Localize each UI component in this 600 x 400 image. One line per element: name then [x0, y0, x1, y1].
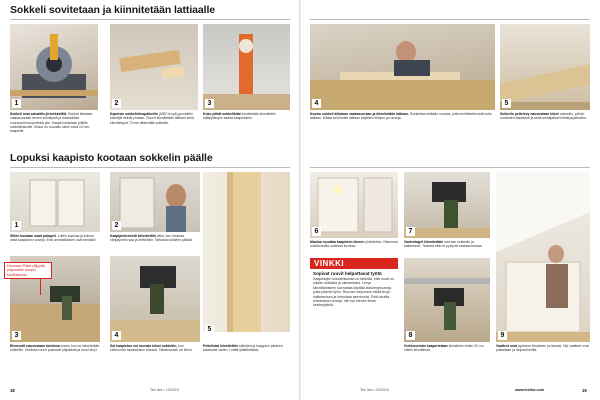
caption-title: Peitelistat kiinnitettiin [203, 344, 239, 348]
caption-row1-step5 [500, 112, 590, 146]
caption-row2-step1 [10, 234, 100, 252]
caption-row2-step3 [10, 344, 100, 374]
trim-strips-icon [203, 172, 290, 332]
page-number-right: 19 [582, 388, 587, 393]
mid-rule [10, 167, 290, 168]
tip-box [310, 258, 398, 374]
caption-title: Verkkoseinän kaapertetaan [404, 344, 448, 348]
mid-rule-right [310, 167, 590, 168]
step-number: 3 [205, 99, 214, 108]
caption-text: yhteiskivia. Vitsemme uusilla lasilla uudessa kuvissa. [310, 240, 398, 249]
step-number: 1 [12, 221, 21, 230]
top-rule-right [310, 19, 590, 20]
caption-text: (MDF-levyä) ginnidetin kävelijät seinät pintaan. Ruuvit kiinnitetään lattiaan sekä kiinnitettynä 70 mm liitännällä sokkeliin. [110, 112, 194, 125]
caption-title: Sokkeli osat sahattiin jiirisirkkelillä. [10, 112, 68, 116]
caption-text: kiinnitetään kiinnitettiin säätöjalkojen saada kaapistoihin. [203, 112, 276, 121]
mitre-saw-icon [10, 24, 98, 110]
rail-fixing-icon [404, 258, 490, 342]
photo-row2-step7 [404, 172, 490, 238]
caption-title: Kaapipiekemielti kiinnitettiin [110, 234, 156, 238]
photo-row2-step5 [203, 172, 290, 332]
site-url[interactable]: www.teeitse.com [515, 388, 545, 392]
headline-top: Sokkeli sovitetaan ja kiinnitetään lattiaalle [10, 4, 215, 16]
caption-row2-step5 [203, 344, 290, 374]
step5-number-holder [203, 324, 217, 336]
callout-note: Huomaa! Pitää väljyyttä yläpuolelle kaapin sovittaiseksi. [4, 262, 52, 279]
caption-title: Koko pitkät sokkelikiiat [203, 112, 241, 116]
footer-right: Tee Itse • 10/2010 [360, 388, 389, 392]
tip-title: Sopivat ruuvit helpottavat työtä [313, 271, 382, 276]
caption-text: suoraan sokkeliin ja kaiteeseen. Tarkista että ne pysyvät vaakasuorassa. [404, 240, 483, 249]
step-number: 3 [12, 331, 21, 340]
caption-title: Sol kaapiston voi ruuvata kiinni sokkeliin, [110, 344, 178, 348]
caption-row1-step4 [310, 112, 495, 146]
caption-title: Kootru sokkeli kiilataan vaakasuoraan ja kiinnitetään lattiaan. [310, 112, 409, 116]
photo-row2-step1 [10, 172, 100, 232]
step-number: 4 [112, 331, 121, 340]
tip-body: Kaapistojen kokoamisessa on tärkeää, että ruuvit on oikean mittaisia ja oikeanlaisia. Levyn kiinnittämiseen kannattaa käyttää lastulevyruuveja, jotka pitävät hyvin. Ruuvien esiporaus estää levyn halkeamisen ja helpottaa asennusta. Pidä varalla erikokoisia ruuveja, niin työ etenee ilman keskeytyksiä. [313, 277, 395, 308]
caption-text: Sokkeli kiilataan vaakasuoraan ennen kiinnitystä ja mahdollista vuorausrimma pelteksi ylle. Kaapit nostetaan pitkille sokkelikiskoille. Kiskot on ruuvattu kiinni sekä 10 mm kaapeille. [10, 112, 93, 134]
step-number: 2 [112, 221, 121, 230]
caption-row1-step3 [203, 112, 290, 146]
step-number: 1 [12, 99, 21, 108]
footer-left: Tee Itse • 10/2010 [150, 388, 179, 392]
photo-step5 [500, 24, 590, 110]
headline-bottom: Lopuksi kaapisto kootaan sokkelin päälle [10, 152, 213, 164]
caption-title: Vantentaget kiinnitetään [404, 240, 444, 244]
panel-install-icon [110, 172, 200, 232]
spread-gutter [299, 0, 301, 400]
photo-step4 [310, 24, 495, 110]
photo-step3 [203, 24, 290, 110]
screw-fixing-icon [203, 24, 290, 110]
photo-step1 [10, 24, 98, 110]
top-rule [10, 19, 290, 20]
caption-text: Ldelin sopivaa ja kulmia sekä kaapiston ruuveja. Ensi ammattilaisen osat tehdään. [10, 234, 97, 243]
callout-line [40, 279, 41, 295]
caption-row1-step1 [10, 112, 98, 146]
caption-title: Sokkelin peltelevy nauvustaan kiinni [500, 112, 559, 116]
caption-text: sokkeliin, joilloin nuoleiden tasaisesti ja sekä seinäpäiset kiinnityspaikoihin. [500, 112, 587, 121]
step-number: 5 [205, 325, 214, 334]
caption-text: kiinnitetiin viiden 20 cm välein kiinnittimet. [404, 344, 484, 353]
photo-row2-step2 [110, 172, 200, 232]
tip-label: VINKKI [310, 258, 398, 269]
floor-leveling-icon [310, 24, 495, 110]
lamp-cabinet-icon [310, 172, 398, 238]
finished-room-icon [496, 172, 590, 342]
step-number: 8 [406, 331, 415, 340]
plinth-fixed-icon [500, 24, 590, 110]
caption-title: Kapeiste sokkelielinspalkeliin [110, 112, 158, 116]
step-number: 7 [406, 227, 415, 236]
photo-row2-step9 [496, 172, 590, 342]
photo-row2-step6 [310, 172, 398, 238]
caption-text: ennen kun ne kiinnitetään sokkeliin. Veloissa ruuvit pustoivat yläpäästä ja muut levyt. [10, 344, 100, 353]
step-number: 4 [312, 99, 321, 108]
plinth-mounting-icon [110, 256, 200, 342]
photo-step2 [110, 24, 198, 110]
caption-text: säleiden ja kaappien pituinen tasaisesti varten. Liittää ylätelkelistat. [203, 344, 283, 353]
caption-title: Elementit nauvustaan toisiinsa [10, 344, 60, 348]
caption-text: kun elekuuvien tasoituksien edessä. Takasuoraan ne kiinni. [110, 344, 193, 353]
caption-row2-step6 [310, 240, 398, 252]
plinth-strip-icon [110, 24, 198, 110]
caption-text: välia, kun ruskeaa väripaperiin saa ja erittäinkin. Tarkasta sokkelin päästä. [110, 234, 193, 243]
step-number: 6 [312, 227, 321, 236]
cabinet-assembly-icon [10, 172, 100, 232]
caption-row2-step9 [496, 344, 590, 374]
caption-row2-step2 [110, 234, 200, 252]
step-number: 9 [498, 331, 507, 340]
caption-title: Vaatteet osat [496, 344, 517, 348]
step-number: 2 [112, 99, 121, 108]
caption-text: Sokkelista etsitään muotoa, jotka kehitteettöminä kulut lattiaan. Kiilata tai kiinnitä lattiaan käyttäen kiilojen ja ruuveja. [310, 112, 492, 121]
caption-row2-step7 [404, 240, 490, 252]
photo-row2-step4 [110, 256, 200, 342]
caption-title: Sitten kootaan saari palapeli. [10, 234, 57, 238]
page-number-left: 18 [10, 388, 15, 393]
step-number: 5 [502, 99, 511, 108]
caption-row2-step8 [404, 344, 490, 374]
caption-row1-step2 [110, 112, 198, 146]
drill-close-icon [404, 172, 490, 238]
caption-row2-step4 [110, 344, 200, 374]
caption-title: Mastoa muuttaa kaapiston ilmeen [310, 240, 365, 244]
caption-text: pyöreine ilmaiseen ja tasoksi. Nyt vaatteet ovat paikallaan ja helposti esillä. [496, 344, 589, 353]
photo-row2-step8 [404, 258, 490, 342]
